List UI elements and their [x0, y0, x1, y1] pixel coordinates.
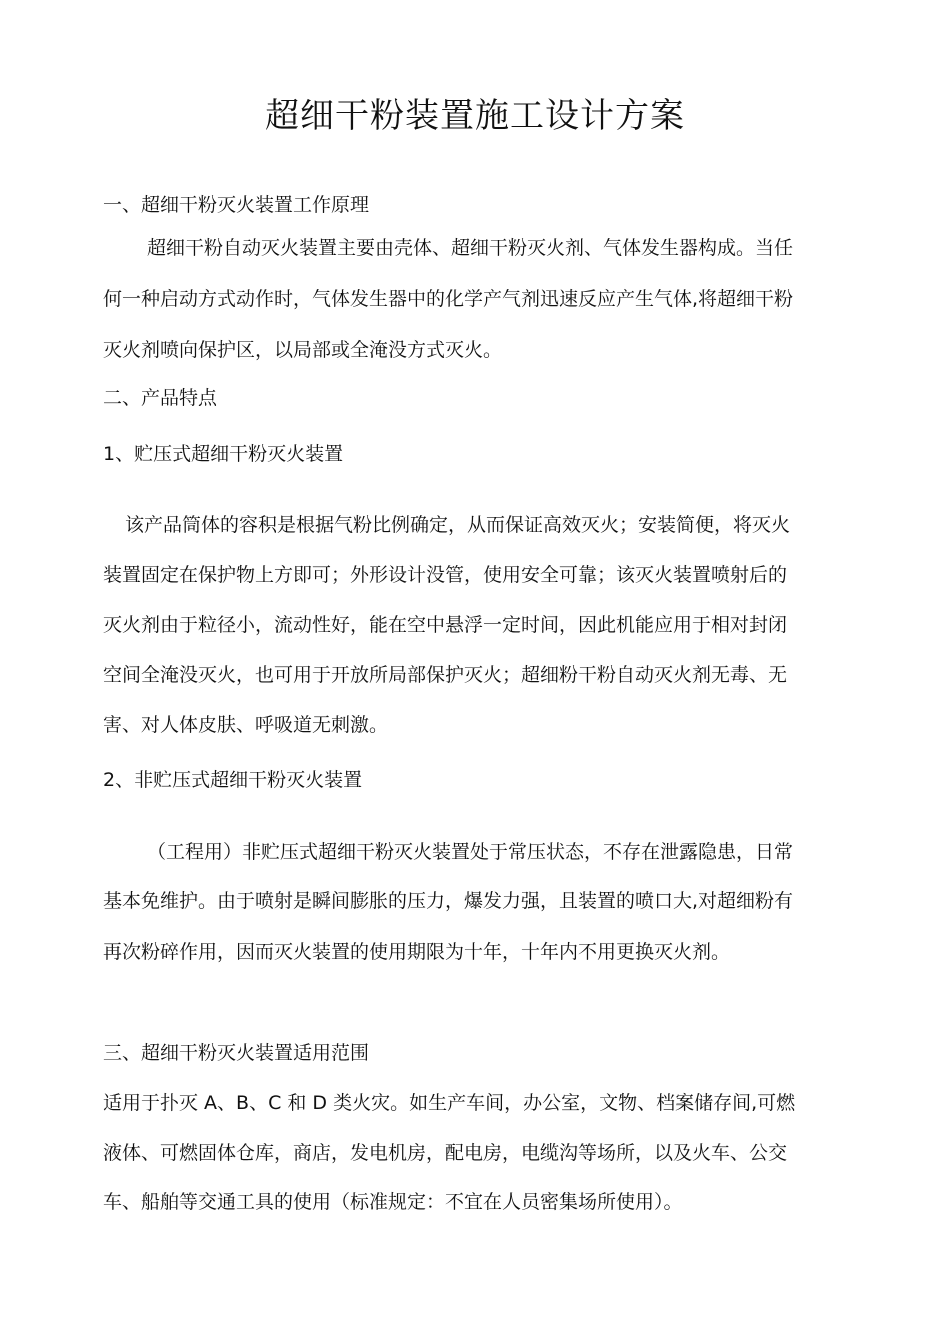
subsection-2-heading: 2、非贮压式超细干粉灭火装置: [103, 769, 363, 791]
section-1-heading: 一、超细干粉灭火装置工作原理: [103, 194, 370, 216]
section-3-paragraph-line: 液体、可燃固体仓库，商店，发电机房，配电房，电缆沟等场所，以及火车、公交: [103, 1142, 788, 1164]
section-3-paragraph-line: 适用于扑灭 A、B、C 和 D 类火灾。如生产车间，办公室，文物、档案储存间,可燃: [103, 1092, 796, 1114]
subsection-2-paragraph-line: 基本免维护。由于喷射是瞬间膨胀的压力，爆发力强，且装置的喷口大,对超细粉有: [103, 890, 794, 912]
subsection-1-paragraph-line: 害、对人体皮肤、呼吸道无刺激。: [103, 714, 389, 736]
subsection-1-heading: 1、贮压式超细干粉灭火装置: [103, 443, 344, 465]
section-1-paragraph-line: 灭火剂喷向保护区，以局部或全淹没方式灭火。: [103, 339, 503, 361]
section-1-paragraph-line: 超细干粉自动灭火装置主要由壳体、超细干粉灭火剂、气体发生器构成。当任: [147, 237, 794, 259]
section-3-paragraph-line: 车、船舶等交通工具的使用（标准规定：不宜在人员密集场所使用）。: [103, 1191, 683, 1213]
subsection-1-paragraph-line: 装置固定在保护物上方即可；外形设计没管，使用安全可靠；该灭火装置喷射后的: [103, 564, 788, 586]
subsection-2-paragraph-line: （工程用）非贮压式超细干粉灭火装置处于常压状态，不存在泄露隐患，日常: [147, 841, 794, 863]
section-2-heading: 二、产品特点: [103, 387, 218, 409]
section-3-heading: 三、超细干粉灭火装置适用范围: [103, 1042, 370, 1064]
subsection-1-paragraph-line: 空间全淹没灭火，也可用于开放所局部保护灭火；超细粉干粉自动灭火剂无毒、无: [103, 664, 788, 686]
document-title: 超细干粉装置施工设计方案: [265, 96, 685, 136]
subsection-2-paragraph-line: 再次粉碎作用，因而灭火装置的使用期限为十年，十年内不用更换灭火剂。: [103, 941, 731, 963]
section-1-paragraph-line: 何一种启动方式动作时，气体发生器中的化学产气剂迅速反应产生气体,将超细干粉: [103, 288, 794, 310]
subsection-1-paragraph-line: 该产品筒体的容积是根据气粉比例确定，从而保证高效灭火；安装简便，将灭火: [125, 514, 791, 536]
subsection-1-paragraph-line: 灭火剂由于粒径小，流动性好，能在空中悬浮一定时间，因此机能应用于相对封闭: [103, 614, 788, 636]
